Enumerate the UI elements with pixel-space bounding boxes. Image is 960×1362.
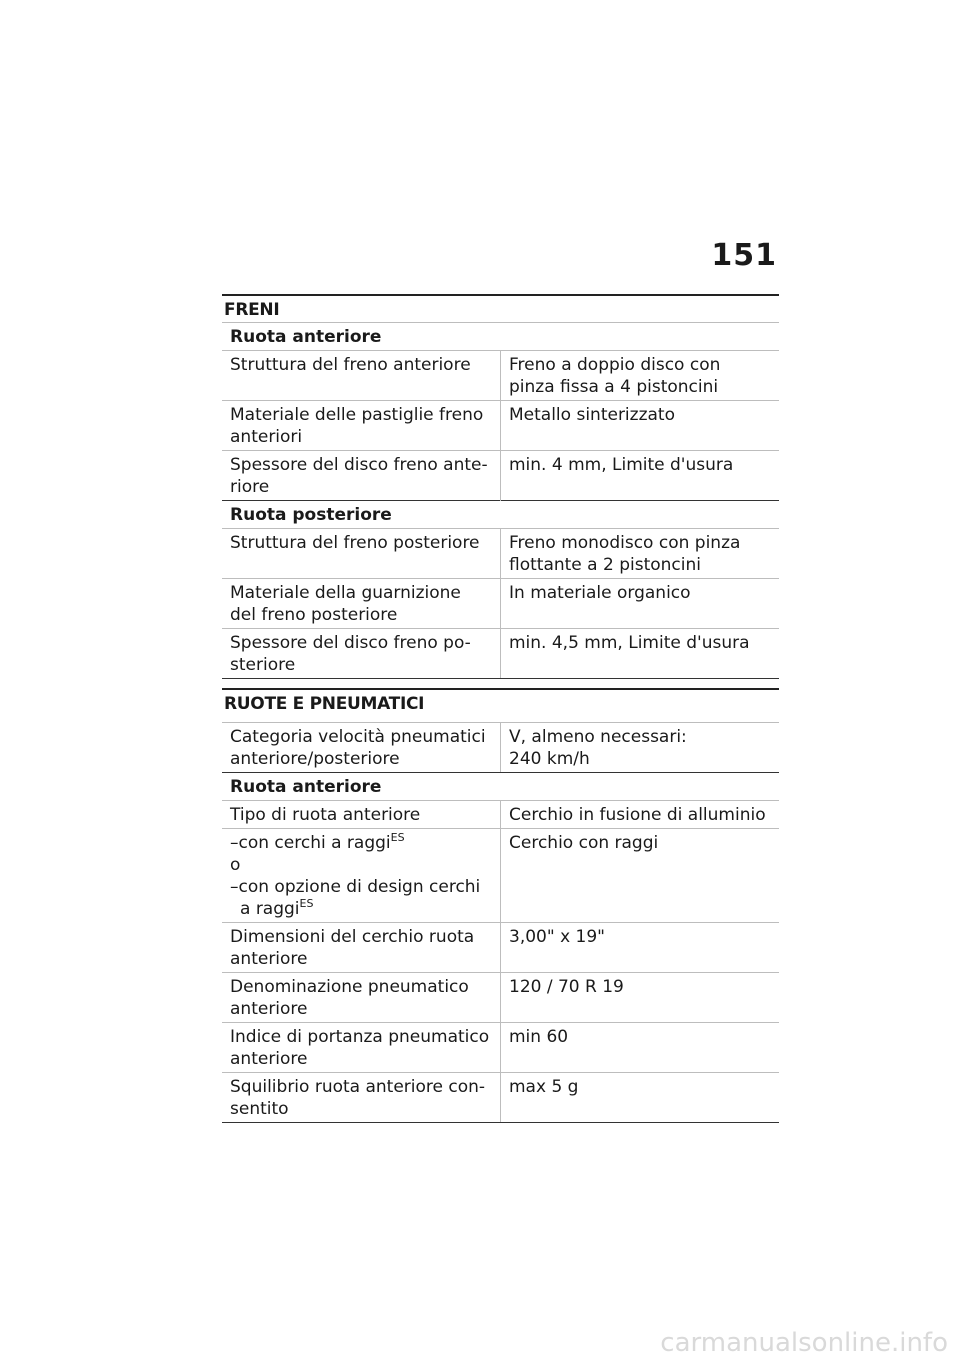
brakes-table	[222, 322, 779, 679]
row-value: min. 4 mm, Limite d'usura	[501, 451, 780, 501]
row-label: Indice di portanza pneumatico anteriore	[222, 1023, 501, 1073]
row-label: Dimensioni del cerchio ruota anteriore	[222, 923, 501, 973]
row-value: Freno a doppio disco con pinza fissa a 4 pistoncini	[501, 351, 780, 401]
row-value: Metallo sinterizzato	[501, 401, 780, 451]
front-wheel-subheader: Ruota anteriore	[222, 773, 779, 801]
row-value: Freno monodisco con pinza flottante a 2 pistoncini	[501, 529, 780, 579]
row-label: Struttura del freno posteriore	[222, 529, 501, 579]
brakes-title: FRENI	[222, 294, 779, 322]
list-item: o	[230, 855, 241, 875]
table-row	[222, 1073, 779, 1123]
row-label: Tipo di ruota anteriore	[222, 801, 501, 829]
table-row	[222, 923, 779, 973]
table-row	[222, 1023, 779, 1073]
list-item: –con cerchi a raggi$^{ES}$	[230, 831, 405, 853]
row-label: Categoria velocità pneumatici anteriore/posteriore	[222, 723, 501, 773]
row-label: Denominazione pneumatico anteriore	[222, 973, 501, 1023]
front-wheel-subheader: Ruota anteriore	[222, 323, 779, 351]
row-label: Spessore del disco freno po-steriore	[222, 629, 501, 679]
wheels-tyres-title: RUOTE E PNEUMATICI	[222, 688, 779, 722]
speed-value-line: 240 km/h	[509, 749, 590, 769]
row-label: Materiale delle pastiglie freno anteriori	[222, 401, 501, 451]
superscript: ES	[390, 831, 405, 844]
wheels-table	[222, 722, 779, 1123]
list-item: –con opzione di design cerchi	[230, 877, 481, 897]
watermark: carmanualsonline.info	[660, 1328, 948, 1358]
row-value: 120 / 70 R 19	[501, 973, 780, 1023]
table-row	[222, 401, 779, 451]
row-label: Spessore del disco freno ante-riore	[222, 451, 501, 501]
table-row	[222, 451, 779, 501]
list-item: a raggi$^{ES}$	[240, 897, 314, 919]
row-value: max 5 g	[501, 1073, 780, 1123]
table-row	[222, 829, 779, 923]
row-value: min. 4,5 mm, Limite d'usura	[501, 629, 780, 679]
table-row	[222, 723, 779, 773]
row-label: Materiale della guarnizione del freno posteriore	[222, 579, 501, 629]
rear-wheel-subheader: Ruota posteriore	[222, 501, 779, 529]
row-label: Squilibrio ruota anteriore con-sentito	[222, 1073, 501, 1123]
row-value: Cerchio in fusione di alluminio	[501, 801, 780, 829]
table-row	[222, 629, 779, 679]
row-value: In materiale organico	[501, 579, 780, 629]
table-row	[222, 529, 779, 579]
wheels-tyres-section	[222, 688, 779, 1123]
row-value: min 60	[501, 1023, 780, 1073]
table-row	[222, 973, 779, 1023]
row-label: Struttura del freno anteriore	[222, 351, 501, 401]
row-value	[501, 723, 780, 773]
page-number: 151	[711, 238, 777, 273]
row-value: 3,00" x 19"	[501, 923, 780, 973]
row-value: Cerchio con raggi	[501, 829, 780, 923]
brakes-section	[222, 294, 779, 679]
superscript: ES	[299, 897, 314, 910]
table-row	[222, 801, 779, 829]
table-row	[222, 351, 779, 401]
table-row	[222, 579, 779, 629]
speed-value-line: V, almeno necessari:	[509, 727, 687, 747]
row-label	[222, 829, 501, 923]
